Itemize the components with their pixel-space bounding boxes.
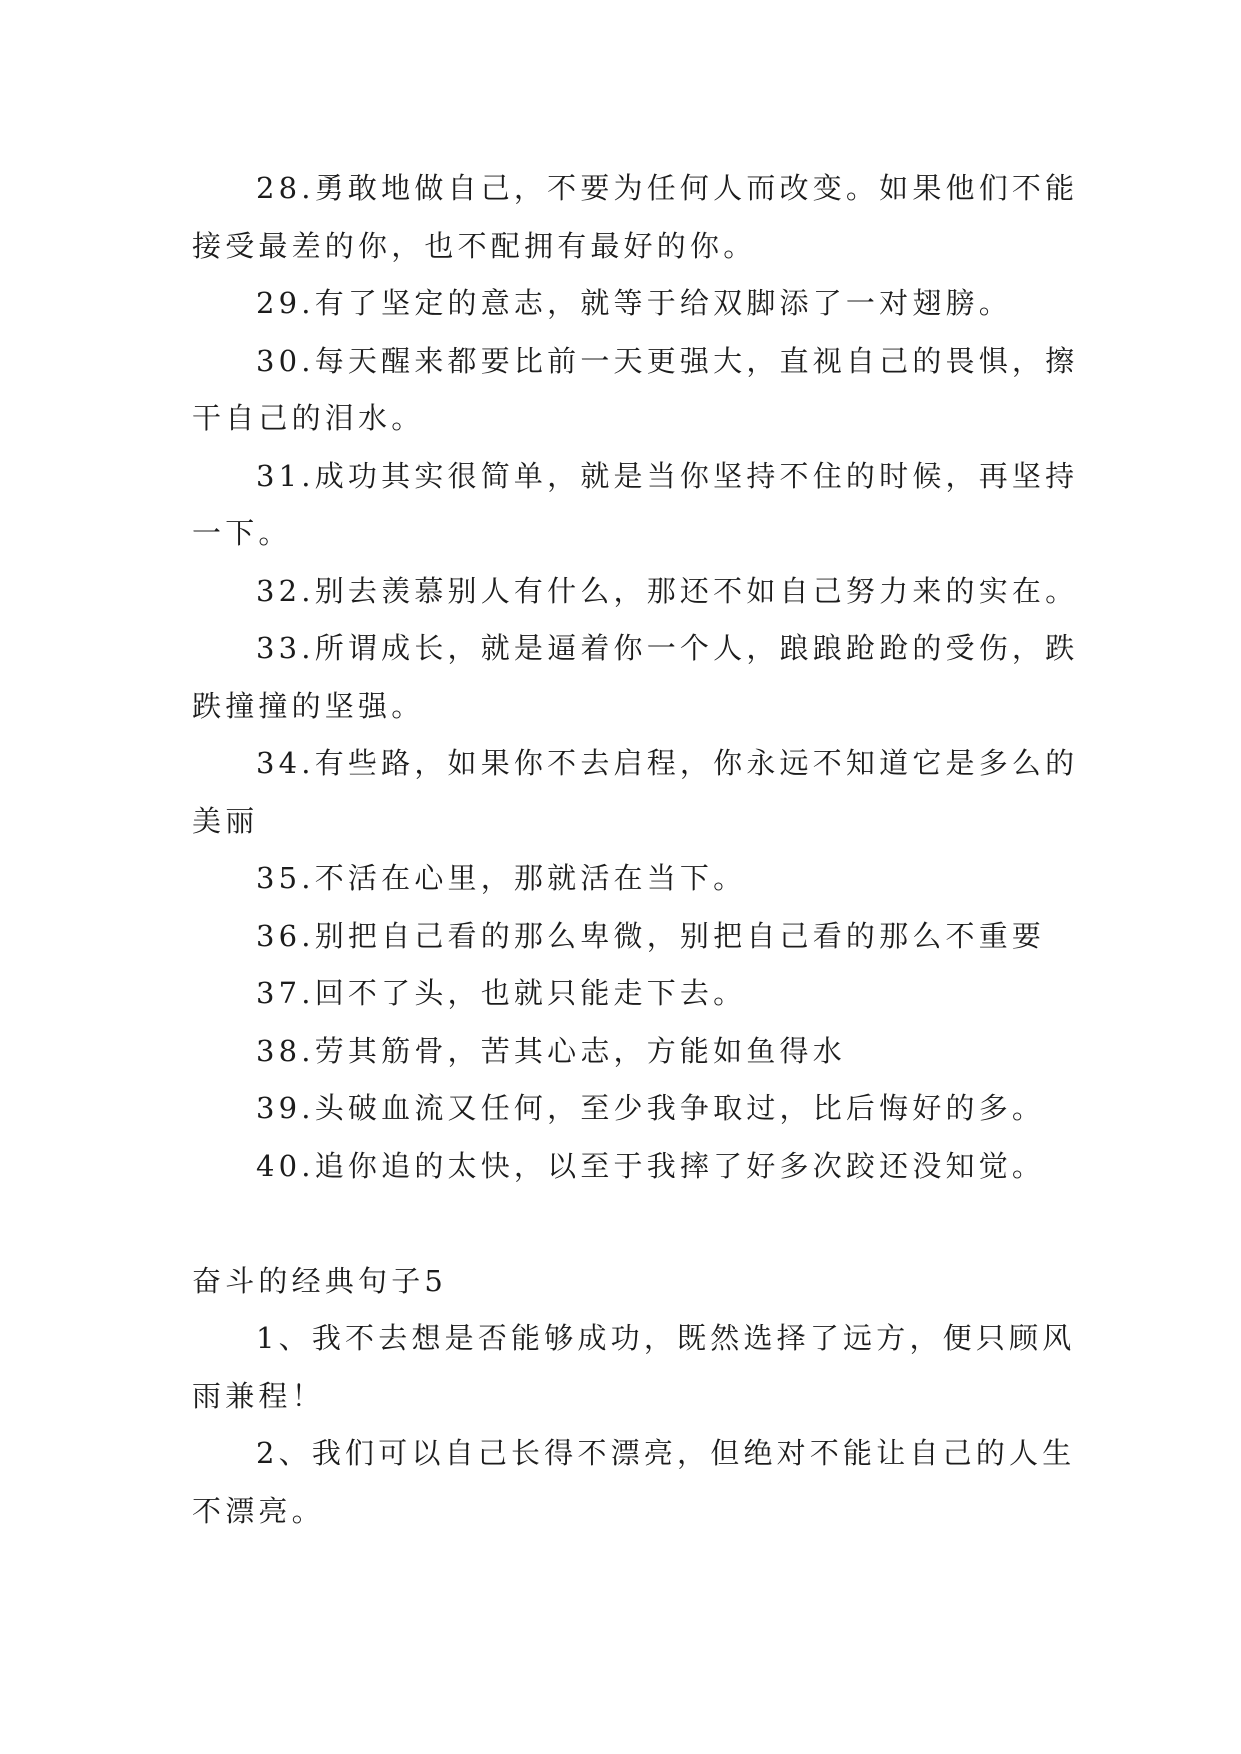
paragraph-32: 32.别去羡慕别人有什么，那还不如自己努力来的实在。 [256,573,1079,608]
paragraph-36: 36.别把自己看的那么卑微，别把自己看的那么不重要 [256,918,1046,953]
section-spacer [192,1195,1092,1253]
paragraph-40: 40.追你追的太快，以至于我摔了好多次跤还没知觉。 [256,1148,1046,1183]
document-body [192,160,1092,1540]
paragraph-1: 1、我不去想是否能够成功，既然选择了远方，便只顾风雨兼程！ [192,1321,1076,1413]
paragraph-34: 34.有些路，如果你不去启程，你永远不知道它是多么的美丽 [192,746,1079,838]
paragraph-33: 33.所谓成长，就是逼着你一个人，踉踉跄跄的受伤，跌跌撞撞的坚强。 [192,631,1079,723]
paragraph-35: 35.不活在心里，那就活在当下。 [256,861,747,895]
paragraph-37: 37.回不了头，也就只能走下去。 [256,976,747,1010]
paragraph-29: 29.有了坚定的意志，就等于给双脚添了一对翅膀。 [256,286,1012,320]
paragraph-30: 30.每天醒来都要比前一天更强大，直视自己的畏惧，擦干自己的泪水。 [192,343,1079,435]
paragraph-31: 31.成功其实很简单，就是当你坚持不住的时候，再坚持一下。 [192,458,1079,550]
section-heading: 奋斗的经典句子5 [192,1263,448,1298]
paragraph-2: 2、我们可以自己长得不漂亮，但绝对不能让自己的人生不漂亮。 [192,1436,1076,1528]
paragraph-28: 28.勇敢地做自己，不要为任何人而改变。如果他们不能接受最差的你，也不配拥有最好的你。 [192,171,1079,263]
paragraph-38: 38.劳其筋骨，苦其心志，方能如鱼得水 [256,1033,846,1068]
paragraph-39: 39.头破血流又任何，至少我争取过，比后悔好的多。 [256,1091,1046,1125]
